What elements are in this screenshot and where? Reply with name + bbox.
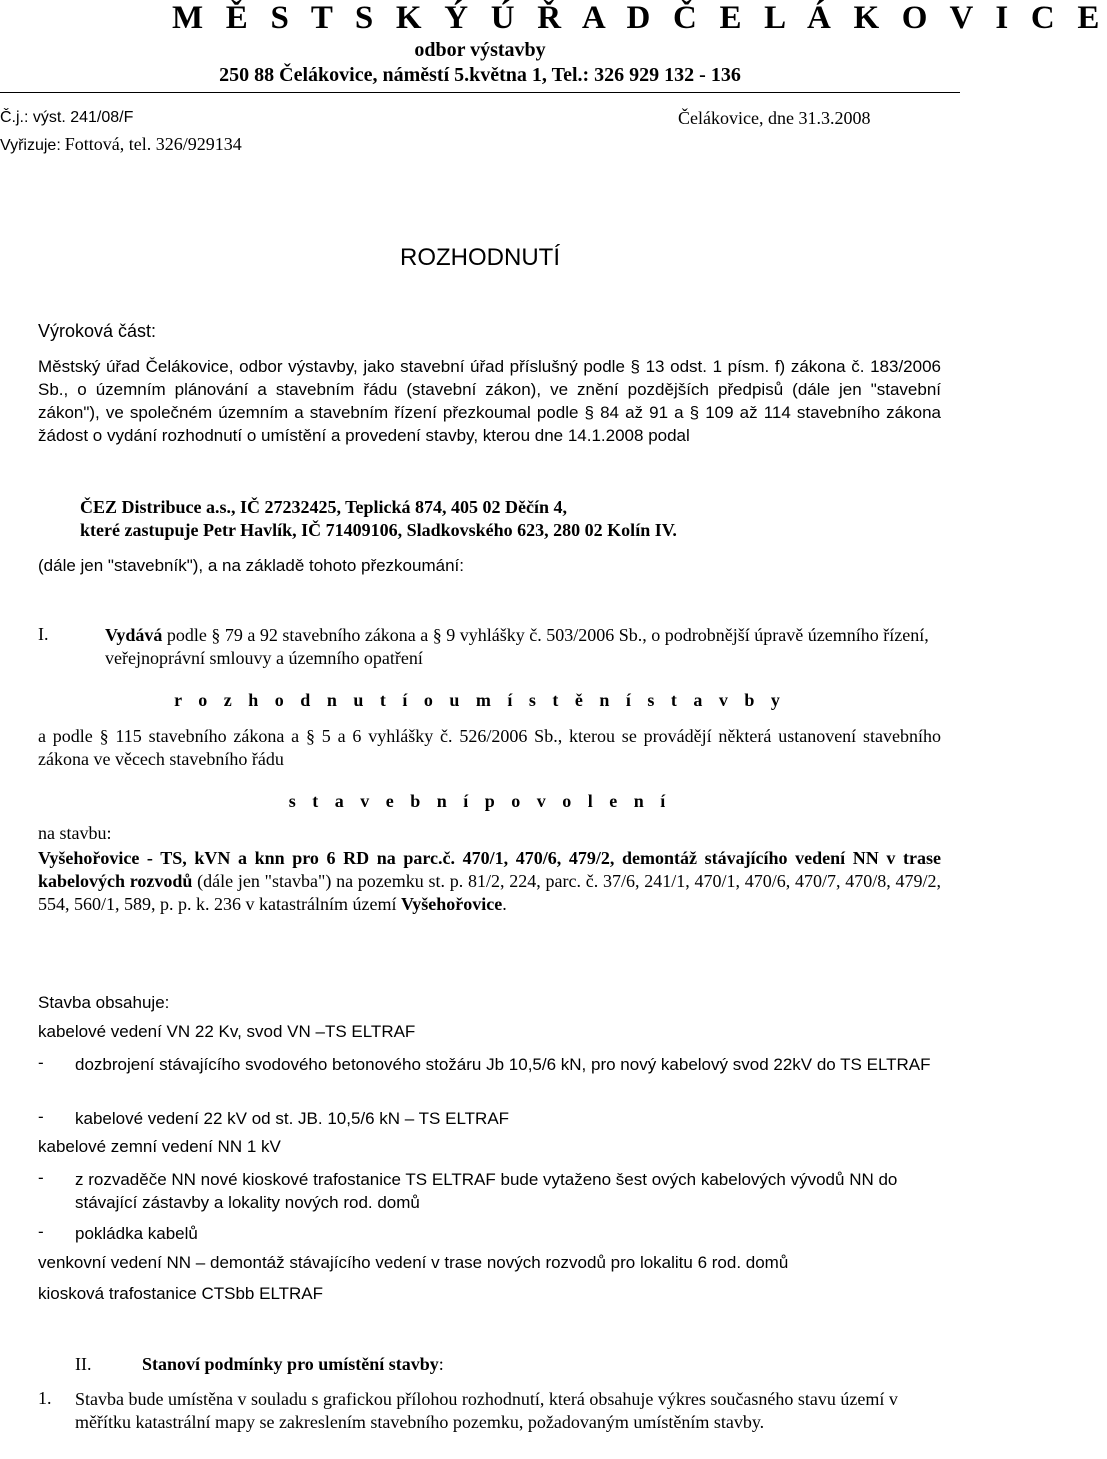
applicant-line-1: ČEZ Distribuce a.s., IČ 27232425, Teplická 874, 405 02 Děčín 4, [80,497,568,517]
contents-line-3: venkovní vedení NN – demontáž stávajícího vedení v trase nových rozvodů pro lokalitu 6 rod. domů [38,1253,789,1272]
condition-1: Stavba bude umístěna v souladu s grafickou přílohou rozhodnutí, která obsahuje výkres současného stavu území v měřítku katastrální mapy se zakreslením stavebního pozemku, požadovaným umístěním stavby. [75,1389,898,1432]
handler-value: Fottová, tel. 326/929134 [64,134,242,154]
decision-placement: r o z h o d n u t í o u m í s t ě n í s t a v b y [174,690,786,710]
construction-end: . [502,894,507,914]
conditions-heading-text: Stanoví podmínky pro umístění stavby [142,1354,439,1374]
office-name: M Ě S T S K Ý Ú Ř A D Č E L Á K O V I C E [172,0,1107,36]
roman-two: II. [75,1354,92,1374]
construction-name: Vyšehořovice - TS, kVN a knn pro 6 RD na parc.č. 470/1, 470/6, 479/2, demontáž stávajícího vedení NN v trase kabelových rozvodů [38,848,941,891]
applicant-line-2: které zastupuje Petr Havlík, IČ 71409106, Sladkovského 623, 280 02 Kolín IV. [80,520,677,540]
issues-paragraph [105,624,941,670]
conditions-heading-colon: : [438,1354,444,1374]
reference-number: Č.j.: výst. 241/08/F [0,109,134,126]
contents-line-4: kiosková trafostanice CTSbb ELTRAF [38,1284,324,1303]
conditions-heading [142,1354,444,1375]
cadastral-area: Vyšehořovice [400,894,503,914]
bullet-2: kabelové vedení 22 kV od st. JB. 10,5/6 kN – TS ELTRAF [75,1109,510,1128]
roman-one: I. [38,624,49,644]
issues-text: podle § 79 a 92 stavebního zákona a § 9 vyhlášky č. 503/2006 Sb., o podrobnější úpravě územního řízení, veřejnoprávní smlouvy a územního opatření [105,625,929,668]
condition-number-1: 1. [38,1388,52,1408]
department: odbor výstavby [414,39,546,61]
bullet-dash-4: - [38,1222,44,1241]
place-date: Čelákovice, dne 31.3.2008 [678,108,871,128]
permit-basis-paragraph: a podle § 115 stavebního zákona a § 5 a 6 vyhlášky č. 526/2006 Sb., kterou se provádějí některá ustanovení stavebního zákona ve věcech stavebního řádu [38,726,941,769]
building-permit: s t a v e b n í p o v o l e n í [288,791,672,811]
bullet-4: pokládka kabelů [75,1224,198,1243]
bullet-3: z rozvaděče NN nové kioskové trafostanice TS ELTRAF bude vytaženo šest ových kabelových vývodů NN do stávající zástavby a lokality nových rod. domů [75,1170,898,1212]
for-construction-label: na stavbu: [38,823,112,843]
section-label: Výroková část: [38,321,157,341]
contents-line-1: kabelové vedení VN 22 Kv, svod VN –TS ELTRAF [38,1022,416,1041]
bullet-dash-3: - [38,1168,44,1187]
bullet-dash-2: - [38,1107,44,1126]
intro-paragraph: Městský úřad Čelákovice, odbor výstavby, jako stavební úřad příslušný podle § 13 odst. 1 písm. f) zákona č. 183/2006 Sb., o územním plánování a stavebním řádu (stavební zákon), ve znění pozdějších předpisů (dále jen "stavební zákon"), ve společném územním a stavebním řízení přezkoumal podle § 84 až 91 a § 109 až 114 stavebního zákona žádost o vydání rozhodnutí o umístění a provedení stavby, kterou dne 14.1.2008 podal [38,357,941,445]
contents-line-2: kabelové zemní vedení NN 1 kV [38,1137,281,1156]
handler-label: Vyřizuje: [0,137,61,154]
document-title: ROZHODNUTÍ [400,244,560,271]
bullet-dash-1: - [38,1053,44,1072]
bullet-1: dozbrojení stávajícího svodového betonového stožáru Jb 10,5/6 kN, pro nový kabelový svod 22kV do TS ELTRAF [75,1055,931,1074]
issues-verb: Vydává [105,625,163,645]
office-address: 250 88 Čelákovice, náměstí 5.května 1, Tel.: 326 929 132 - 136 [219,64,741,86]
construction-paragraph [38,847,941,916]
contents-heading: Stavba obsahuje: [38,993,170,1012]
construction-details: (dále jen "stavba") na pozemku st. p. 81/2, 224, parc. č. 37/6, 241/1, 470/1, 470/6, 470/7, 470/8, 479/2, 554, 560/1, 589, p. p. k. 236 v katastrálním území [38,871,941,914]
header-rule [0,92,960,93]
applicant-note: (dále jen "stavebník"), a na základě tohoto přezkoumání: [38,556,464,575]
